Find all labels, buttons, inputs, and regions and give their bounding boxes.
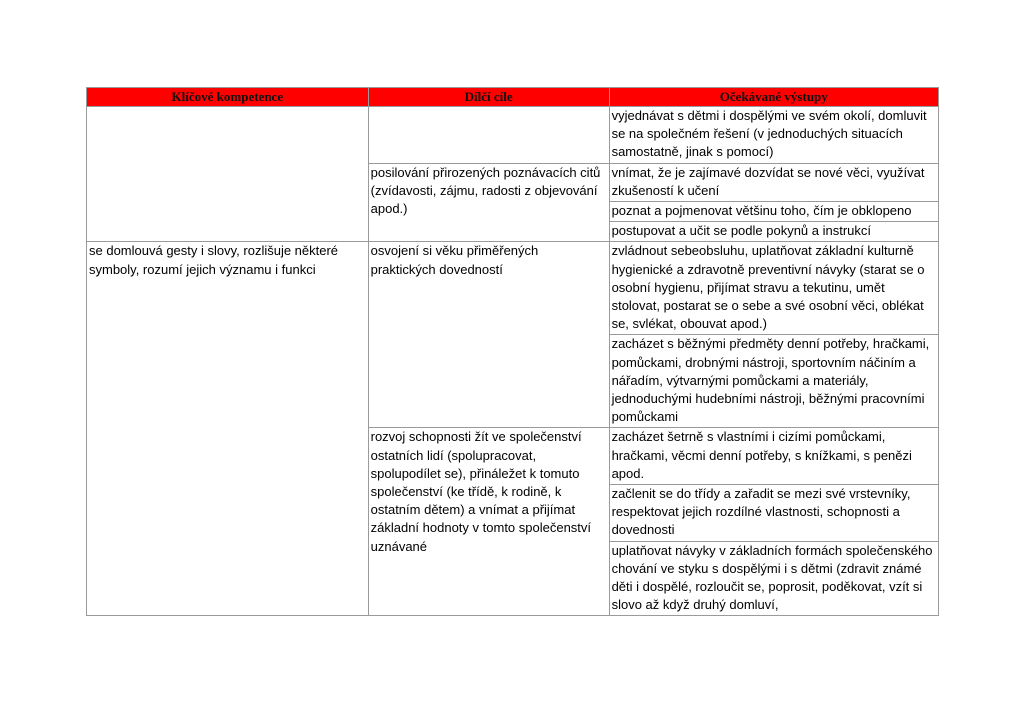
output-cell: postupovat a učit se podle pokynů a instrukcí (609, 222, 938, 242)
output-cell: poznat a pojmenovat většinu toho, čím je obklopeno (609, 202, 938, 222)
goal-cell: posilování přirozených poznávacích citů (zvídavosti, zájmu, radosti z objevování apod.) (368, 163, 609, 242)
output-cell: zacházet šetrně s vlastními i cizími pomůckami, hračkami, věcmi denní potřeby, s knížkami, s penězi apod. (609, 428, 938, 485)
goal-cell: rozvoj schopnosti žít ve společenství ostatních lidí (spolupracovat, spolupodílet se), přináležet k tomuto společenství (ke třídě, k rodině, k ostatním dětem) a vnímat a přijímat základní hodnoty v tomto společenství uznávané (368, 428, 609, 616)
goal-cell: osvojení si věku přiměřených praktických dovedností (368, 242, 609, 428)
output-cell: uplatňovat návyky v základních formách společenského chování ve styku s dospělými i s dětmi (zdravit známé děti i dospělé, rozloučit se, poprosit, poděkovat, vzít si slovo až když druhý domluví, (609, 541, 938, 616)
header-expected-outputs: Očekávané výstupy (609, 88, 938, 107)
output-cell: zvládnout sebeobsluhu, uplatňovat základní kulturně hygienické a zdravotně preventivní návyky (starat se o osobní hygienu, přijímat stravu a tekutinu, umět stolovat, postarat se o sebe a své osobní věci, oblékat se, svlékat, obouvat apod.) (609, 242, 938, 335)
output-cell: vyjednávat s dětmi i dospělými ve svém okolí, domluvit se na společném řešení (v jednoduchých situacích samostatně, jinak s pomocí) (609, 107, 938, 164)
output-cell: vnímat, že je zajímavé dozvídat se nové věci, využívat zkušeností k učení (609, 163, 938, 201)
output-cell: začlenit se do třídy a zařadit se mezi své vrstevníky, respektovat jejich rozdílné vlastnosti, schopnosti a dovednosti (609, 485, 938, 542)
table-row (87, 107, 939, 164)
competence-table (86, 87, 939, 616)
header-key-competences: Klíčové kompetence (87, 88, 369, 107)
header-partial-goals: Dílčí cíle (368, 88, 609, 107)
table-header-row (87, 88, 939, 107)
goal-cell (368, 107, 609, 164)
competence-cell (87, 107, 369, 242)
table-row (87, 242, 939, 335)
output-cell: zacházet s běžnými předměty denní potřeby, hračkami, pomůckami, drobnými nástroji, sportovním náčiním a nářadím, výtvarnými pomůckami a materiály, jednoduchými hudebními nástroji, běžnými pracovními pomůckami (609, 335, 938, 428)
competence-cell: se domlouvá gesty i slovy, rozlišuje některé symboly, rozumí jejich významu i funkci (87, 242, 369, 616)
